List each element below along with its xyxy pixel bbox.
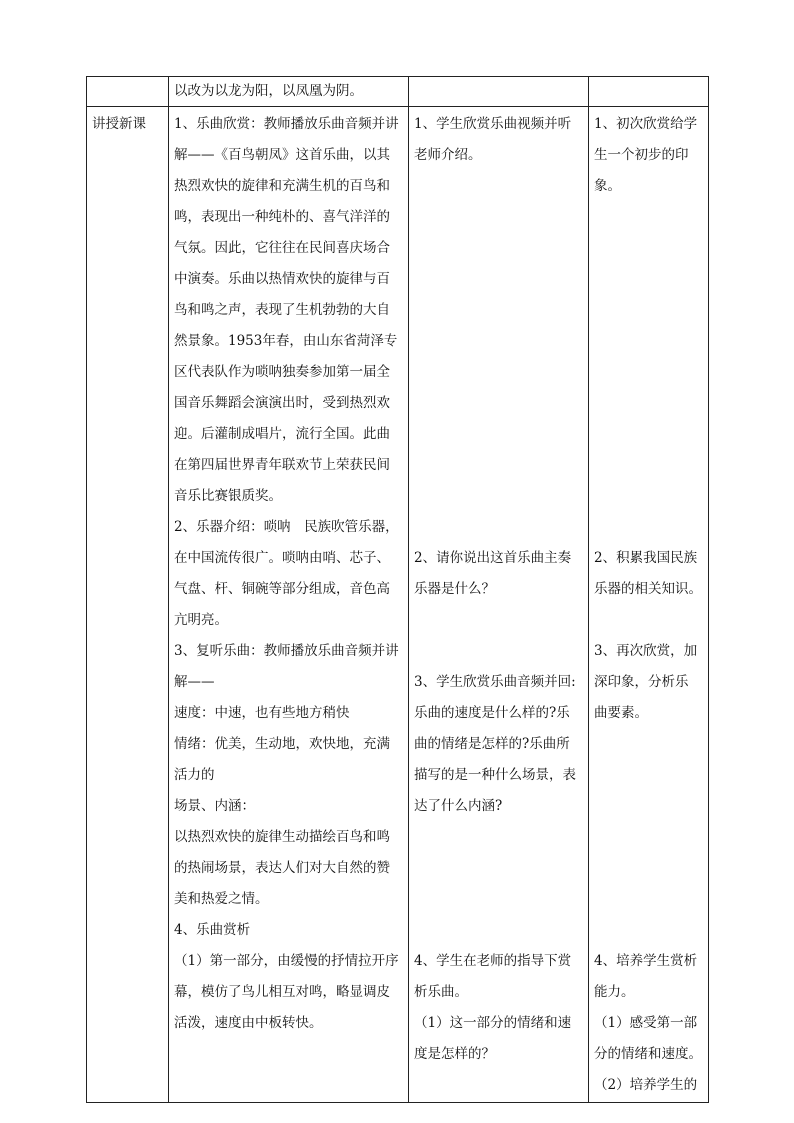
text-line <box>594 885 704 916</box>
text-line <box>414 234 584 265</box>
text-line: 活力的 <box>174 767 215 783</box>
text-line: 深印象，分析乐 <box>594 674 689 690</box>
text-line <box>414 513 584 544</box>
text-line: 2、乐器介绍：唢呐 民族吹管乐器， <box>174 519 399 535</box>
text-line: 场景、内涵： <box>174 798 255 814</box>
text-line <box>414 606 584 637</box>
text-line: 活泼，速度由中板转快。 <box>174 1015 323 1031</box>
text-line <box>594 761 704 792</box>
text-line <box>414 482 584 513</box>
text-line: 曲的情绪是怎样的?乐曲所 <box>414 736 570 752</box>
cell-content-continued: 以改为以龙为阳，以凤凰为阴。 <box>169 77 409 107</box>
design-intent-cell <box>589 107 709 1103</box>
text-line: 幕，模仿了鸟儿相互对鸣，略显调皮 <box>174 984 390 1000</box>
teacher-activity-cell <box>169 107 409 1103</box>
text-line: 乐曲的速度是什么样的?乐 <box>414 705 570 721</box>
text-line <box>594 203 704 234</box>
text-line: 中演奏。乐曲以热情欢快的旋律与百 <box>174 271 390 287</box>
text-line: 4、学生在老师的指导下赏 <box>414 953 572 969</box>
text-line: 在中国流传很广。唢呐由哨、芯子、 <box>174 550 390 566</box>
text-line: 亢明亮。 <box>174 612 228 628</box>
text-line: 3、再次欣赏，加 <box>594 643 698 659</box>
text-line: 国音乐舞蹈会演演出时，受到热烈欢 <box>174 395 390 411</box>
text-line <box>414 358 584 389</box>
text-line <box>414 389 584 420</box>
text-line <box>594 327 704 358</box>
text-line: （1）感受第一部 <box>594 1015 698 1031</box>
text-line: （1）第一部分，由缓慢的抒情拉开序 <box>174 953 399 969</box>
text-line <box>594 265 704 296</box>
text-line <box>414 637 584 668</box>
text-line: 乐器是什么？ <box>414 581 495 597</box>
section-label-cell <box>87 107 169 1103</box>
text-line <box>414 296 584 327</box>
text-line: 1、初次欣赏给学 <box>594 116 698 132</box>
text-line: 气氛。因此，它往往在民间喜庆场合 <box>174 240 390 256</box>
text-line: 度是怎样的？ <box>414 1046 495 1062</box>
table-row <box>87 107 709 1103</box>
text-line <box>414 327 584 358</box>
text-line: （2）培养学生的 <box>594 1077 698 1093</box>
cell-intent-empty <box>589 77 709 107</box>
text-line: 区代表队作为唢呐独奏参加第一届全 <box>174 364 390 380</box>
text-line: 曲要素。 <box>594 705 648 721</box>
text-line: 分的情绪和速度。 <box>594 1046 702 1062</box>
text-line: 音乐比赛银质奖。 <box>174 488 282 504</box>
cell-student-empty <box>409 77 589 107</box>
text-line: 老师介绍。 <box>414 147 482 163</box>
text-line <box>414 420 584 451</box>
text-line <box>414 885 584 916</box>
text-line <box>594 234 704 265</box>
text-line <box>414 172 584 203</box>
design-intent-text <box>594 110 704 1102</box>
text-line: 美和热爱之情。 <box>174 891 269 907</box>
text-line <box>594 482 704 513</box>
text-line <box>414 203 584 234</box>
cell-label-empty <box>87 77 169 107</box>
text-line <box>594 823 704 854</box>
text-line <box>594 420 704 451</box>
text-line: （1）这一部分的情绪和速 <box>414 1015 572 1031</box>
text-line: 解——《百鸟朝凤》这首乐曲，以其 <box>174 147 390 163</box>
text-line: 鸣，表现出一种纯朴的、喜气洋洋的 <box>174 209 390 225</box>
text-line: 2、请你说出这首乐曲主奏 <box>414 550 572 566</box>
text-line <box>414 451 584 482</box>
text-line: 气盘、杆、铜碗等部分组成，音色高 <box>174 581 390 597</box>
text-line: 1、学生欣赏乐曲视频并听 <box>414 116 572 132</box>
text-line: 象。 <box>594 178 621 194</box>
text-line: 能力。 <box>594 984 635 1000</box>
text-line <box>414 265 584 296</box>
text-line: 解—— <box>174 674 215 690</box>
text-line <box>594 296 704 327</box>
student-activity-text <box>414 110 584 1071</box>
text-line: 2、积累我国民族 <box>594 550 698 566</box>
text-line: 的热闹场景，表达人们对大自然的赞 <box>174 860 390 876</box>
text-line: 达了什么内涵? <box>414 798 503 814</box>
text-line: 迎。后灌制成唱片，流行全国。此曲 <box>174 426 390 442</box>
teacher-activity-text <box>174 110 404 1040</box>
text-line: 情绪：优美，生动地，欢快地，充满 <box>174 736 390 752</box>
text-line <box>594 358 704 389</box>
text-line: 以热烈欢快的旋律生动描绘百鸟和鸣 <box>174 829 390 845</box>
text-line <box>414 823 584 854</box>
section-label: 讲授新课 <box>92 116 146 132</box>
lesson-plan-table <box>86 76 709 1103</box>
text-line: 析乐曲。 <box>414 984 468 1000</box>
text-line: 生一个初步的印 <box>594 147 689 163</box>
text-line <box>414 854 584 885</box>
text-line <box>594 606 704 637</box>
text-line: 3、学生欣赏乐曲音频并回: <box>414 674 576 690</box>
text-line <box>594 854 704 885</box>
text-line <box>594 451 704 482</box>
text-line: 乐器的相关知识。 <box>594 581 702 597</box>
text-line: 4、乐曲赏析 <box>174 922 251 938</box>
text-line <box>594 730 704 761</box>
text-line <box>594 792 704 823</box>
text-line <box>594 513 704 544</box>
text-line: 热烈欢快的旋律和充满生机的百鸟和 <box>174 178 390 194</box>
student-activity-cell <box>409 107 589 1103</box>
text-line: 描写的是一种什么场景，表 <box>414 767 576 783</box>
text-line: 4、培养学生赏析 <box>594 953 698 969</box>
text-line: 然景象。1953年春，由山东省菏泽专 <box>174 333 398 349</box>
text-line: 1、乐曲欣赏：教师播放乐曲音频并讲 <box>174 116 399 132</box>
table-row <box>87 77 709 107</box>
text-line: 速度：中速，也有些地方稍快 <box>174 705 350 721</box>
text-line <box>594 916 704 947</box>
text-line <box>414 916 584 947</box>
text-line: 鸟和鸣之声，表现了生机勃勃的大自 <box>174 302 390 318</box>
text-line <box>594 389 704 420</box>
text-line: 在第四届世界青年联欢节上荣获民间 <box>174 457 390 473</box>
text-line: 3、复听乐曲：教师播放乐曲音频并讲 <box>174 643 399 659</box>
